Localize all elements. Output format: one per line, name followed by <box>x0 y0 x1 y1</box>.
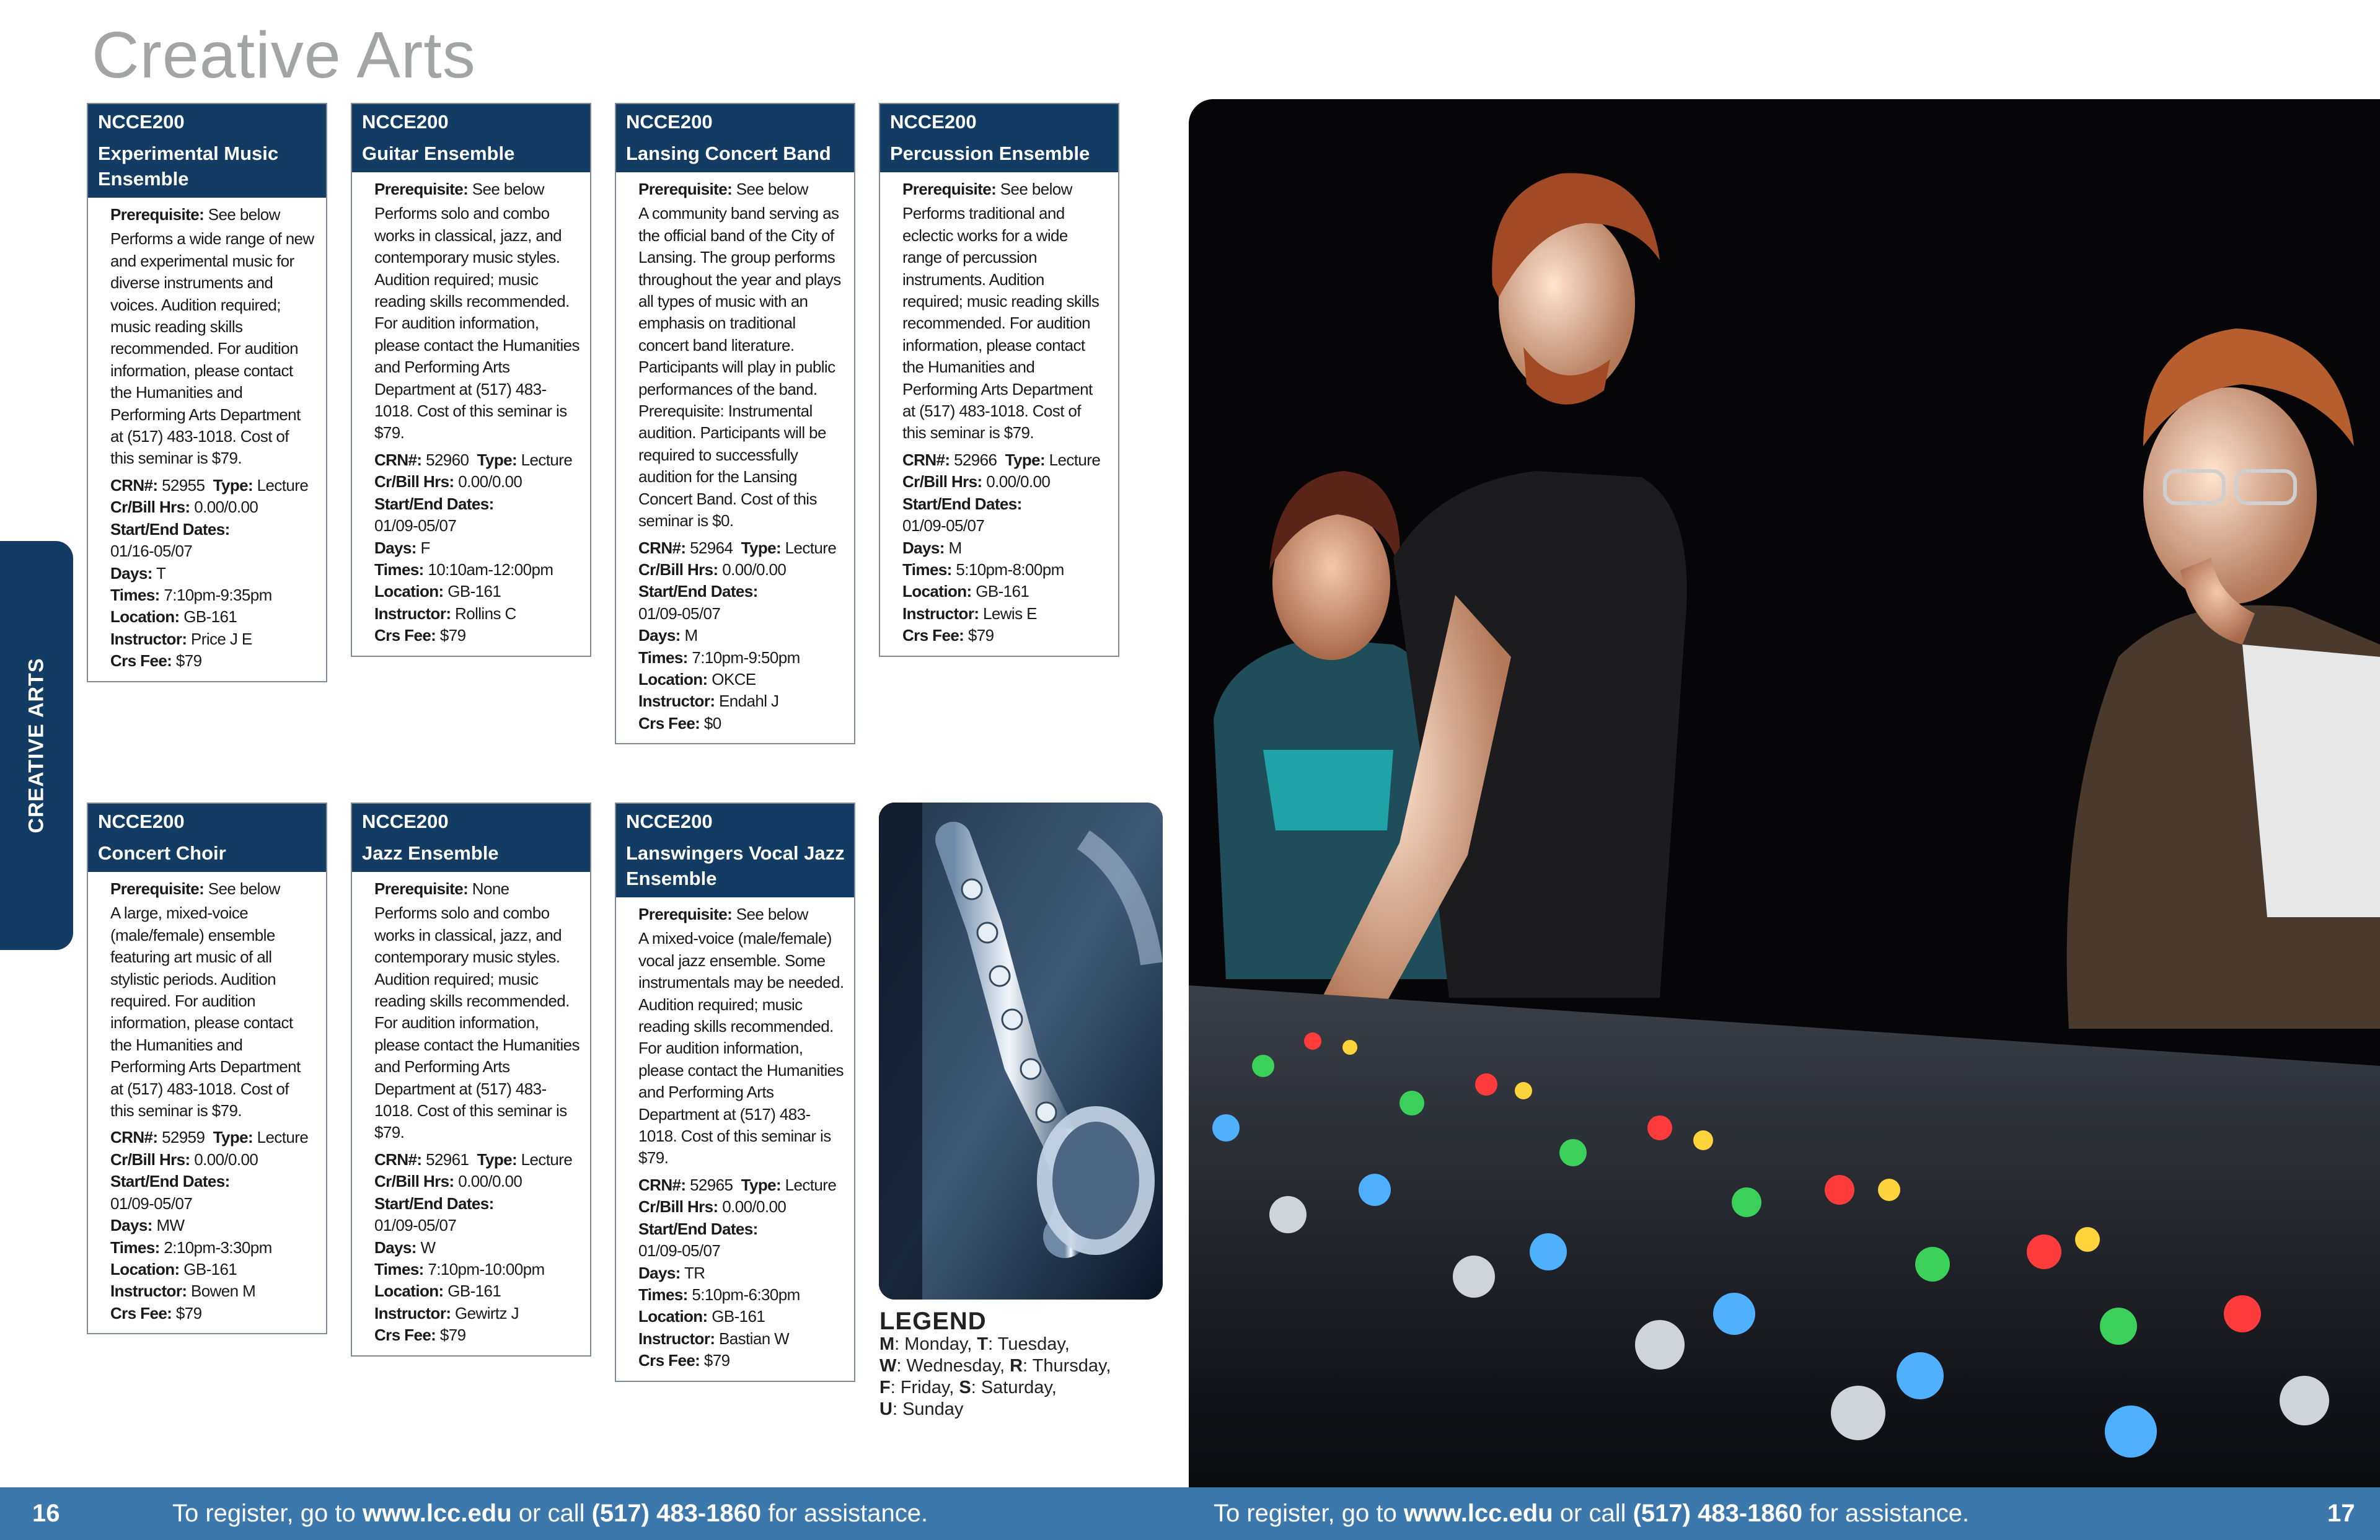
course-title: Guitar Ensemble <box>362 143 515 164</box>
credit-hours: Cr/Bill Hrs: 0.00/0.00 <box>638 560 787 579</box>
prereq-label: Prerequisite: <box>374 879 469 898</box>
prereq-label: Prerequisite: <box>638 905 733 923</box>
type-value: Lecture <box>517 1150 573 1169</box>
times: Times: 7:10pm-10:00pm <box>374 1259 545 1278</box>
course-details <box>880 172 1118 656</box>
course-fee: Crs Fee: $79 <box>638 1351 730 1370</box>
course-title: Concert Choir <box>98 842 226 864</box>
type-value: Lecture <box>781 1175 837 1194</box>
times: Times: 2:10pm-3:30pm <box>110 1238 272 1257</box>
legend <box>879 1309 1111 1420</box>
course-details <box>88 198 326 681</box>
course-code: NCCE200 <box>98 811 185 832</box>
prerequisite: Prerequisite: See below <box>110 879 280 898</box>
crn-value: 52960 <box>421 450 469 469</box>
course-code: NCCE200 <box>626 811 713 832</box>
page-number-left: 16 <box>32 1500 60 1527</box>
course-card <box>615 803 855 1382</box>
days: Days: W <box>374 1238 436 1257</box>
crn-value: 52955 <box>157 475 205 495</box>
location: Location: GB-161 <box>110 607 237 627</box>
course-code: NCCE200 <box>362 111 449 133</box>
instructor: Instructor: Rollins C <box>374 604 516 623</box>
website-link[interactable]: www.lcc.edu <box>362 1500 512 1527</box>
crn-type-row: CRN#: 52966 Type: Lecture <box>902 450 1101 469</box>
footer-bar <box>0 1487 2380 1540</box>
course-fee: Crs Fee: $79 <box>902 626 994 645</box>
crn-type-row: CRN#: 52955 Type: Lecture <box>110 475 309 495</box>
type-value: Lecture <box>1045 450 1101 469</box>
location: Location: GB-161 <box>638 1307 765 1326</box>
location: Location: GB-161 <box>374 582 501 601</box>
times: Times: 10:10am-12:00pm <box>374 560 553 579</box>
type-value: Lecture <box>517 450 573 469</box>
course-title: Lansing Concert Band <box>626 143 831 164</box>
legend-line: F: Friday, S: Saturday, <box>879 1378 1057 1397</box>
credit-hours: Cr/Bill Hrs: 0.00/0.00 <box>374 472 522 491</box>
course-description: Performs solo and combo works in classical, jazz, and contemporary music styles. Audition required; music reading skills recommended. For audition information, please contact the Humanities and Performing Arts Department at (517) 483-1018. Cost of this seminar is $79. <box>374 904 580 1142</box>
prerequisite: Prerequisite: See below <box>638 180 808 198</box>
dates-label: Start/End Dates: <box>110 1172 230 1191</box>
location: Location: GB-161 <box>110 1259 237 1278</box>
dates-value: 01/09-05/07 <box>110 1194 193 1213</box>
course-details <box>88 872 326 1333</box>
course-header <box>616 104 854 172</box>
phone-number: (517) 483-1860 <box>1633 1500 1803 1527</box>
course-title: Lanswingers Vocal Jazz Ensemble <box>626 842 845 889</box>
dates-label: Start/End Dates: <box>902 494 1022 513</box>
times: Times: 5:10pm-8:00pm <box>902 560 1064 579</box>
course-card <box>615 103 855 744</box>
page-title: Creative Arts <box>92 19 476 92</box>
course-card <box>879 103 1119 657</box>
course-fee: Crs Fee: $79 <box>374 626 466 645</box>
course-header <box>616 804 854 897</box>
times: Times: 7:10pm-9:35pm <box>110 585 272 604</box>
course-fee: Crs Fee: $79 <box>374 1326 466 1345</box>
course-fee: Crs Fee: $79 <box>110 651 202 671</box>
course-fee: Crs Fee: $79 <box>110 1303 202 1322</box>
legend-line: U: Sunday <box>879 1399 964 1419</box>
dates-value: 01/09-05/07 <box>638 604 721 623</box>
days: Days: M <box>902 538 962 557</box>
course-header <box>88 804 326 872</box>
saxophone-illustration <box>879 803 1163 1300</box>
musicians-mixing-console-photo <box>1189 99 2380 1487</box>
type-value: Lecture <box>781 538 837 557</box>
course-description: A large, mixed-voice (male/female) ensemble featuring art music of all stylistic periods. Audition required. For audition information, please contact the Humanities and Performing Arts Department at (517) 483-1018. Cost of this seminar is $79. <box>110 904 301 1120</box>
crn-value: 52965 <box>685 1175 733 1194</box>
dates-value: 01/16-05/07 <box>110 542 193 561</box>
crn-value: 52964 <box>685 538 733 557</box>
crn-type-row: CRN#: 52964 Type: Lecture <box>638 538 837 557</box>
prerequisite: Prerequisite: None <box>374 879 509 898</box>
dates-label: Start/End Dates: <box>638 1219 758 1238</box>
instructor: Instructor: Bowen M <box>110 1282 256 1301</box>
crn-value: 52959 <box>157 1128 205 1147</box>
course-title: Experimental Music Ensemble <box>98 143 279 190</box>
mixing-console-illustration <box>1189 99 2380 1487</box>
course-header <box>352 804 590 872</box>
days: Days: T <box>110 563 166 583</box>
course-description: Performs solo and combo works in classical, jazz, and contemporary music styles. Audition required; music reading skills recommended. For audition information, please contact the Humanities and Performing Arts Department at (517) 483-1018. Cost of this seminar is $79. <box>374 204 580 442</box>
prerequisite: Prerequisite: See below <box>638 905 808 923</box>
prerequisite: Prerequisite: See below <box>902 180 1072 198</box>
days: Days: F <box>374 538 430 557</box>
dates-label: Start/End Dates: <box>638 582 758 601</box>
course-card <box>87 803 327 1334</box>
course-header <box>352 104 590 172</box>
course-fee: Crs Fee: $0 <box>638 713 721 733</box>
days: Days: MW <box>110 1216 185 1235</box>
prereq-label: Prerequisite: <box>374 180 469 198</box>
location: Location: GB-161 <box>374 1282 501 1301</box>
instructor: Instructor: Endahl J <box>638 692 779 711</box>
phone-number: (517) 483-1860 <box>591 1500 762 1527</box>
crn-type-row: CRN#: 52960 Type: Lecture <box>374 450 573 469</box>
crn-type-row: CRN#: 52961 Type: Lecture <box>374 1150 573 1169</box>
course-card <box>87 103 327 682</box>
days: Days: M <box>638 626 698 645</box>
dates-value: 01/09-05/07 <box>374 516 457 535</box>
prerequisite: Prerequisite: See below <box>374 180 544 198</box>
side-tab-label: CREATIVE ARTS <box>24 658 48 834</box>
prereq-label: Prerequisite: <box>902 180 997 198</box>
credit-hours: Cr/Bill Hrs: 0.00/0.00 <box>374 1172 522 1191</box>
course-description: Performs traditional and eclectic works for a wide range of percussion instruments. Audition required; music reading skills recommended. For audition information, please contact the Humanities and Performing Arts Department at (517) 483-1018. Cost of this seminar is $79. <box>902 204 1100 442</box>
course-title: Jazz Ensemble <box>362 842 499 864</box>
course-header <box>880 104 1118 172</box>
credit-hours: Cr/Bill Hrs: 0.00/0.00 <box>110 498 258 517</box>
dates-label: Start/End Dates: <box>110 519 230 539</box>
legend-title: LEGEND <box>879 1308 987 1335</box>
prereq-label: Prerequisite: <box>638 180 733 198</box>
dates-value: 01/09-05/07 <box>638 1241 721 1261</box>
type-value: Lecture <box>253 475 309 495</box>
prereq-label: Prerequisite: <box>110 205 205 224</box>
type-value: Lecture <box>253 1128 309 1147</box>
credit-hours: Cr/Bill Hrs: 0.00/0.00 <box>902 472 1051 491</box>
course-description: A mixed-voice (male/female) vocal jazz ensemble. Some instrumentals may be needed. Audition required; music reading skills recommended. For audition information, please contact the Humanities and Performing Arts Department at (517) 483-1018. Cost of this seminar is $79. <box>638 929 844 1168</box>
dates-label: Start/End Dates: <box>374 494 494 513</box>
location: Location: GB-161 <box>902 582 1029 601</box>
course-description: Performs a wide range of new and experimental music for diverse instruments and voices. Audition required; music reading skills recommended. For audition information, please contact the Humanities and Performing Arts Department at (517) 483-1018. Cost of this seminar is $79. <box>110 229 314 468</box>
course-details <box>616 172 854 743</box>
dates-value: 01/09-05/07 <box>902 516 985 535</box>
course-description: A community band serving as the official band of the City of Lansing. The group performs throughout the year and plays all types of music with an emphasis on traditional concert band literature. Participants will play in public performances of the band. Prerequisite: Instrumental audition. Participants will be required to successfully audition for the Lansing Concert Band. Cost of this seminar is $0. <box>638 204 841 530</box>
credit-hours: Cr/Bill Hrs: 0.00/0.00 <box>110 1150 258 1169</box>
instructor: Instructor: Lewis E <box>902 604 1037 623</box>
page-number-right: 17 <box>2327 1500 2355 1527</box>
course-details <box>352 172 590 656</box>
website-link[interactable]: www.lcc.edu <box>1403 1500 1553 1527</box>
legend-line: M: Monday, T: Tuesday, <box>879 1334 1070 1354</box>
crn-value: 52961 <box>421 1150 469 1169</box>
register-text-right: To register, go to www.lcc.edu or call (517) 483-1860 for assistance. <box>1214 1500 1970 1527</box>
course-card <box>351 103 591 657</box>
times: Times: 7:10pm-9:50pm <box>638 648 800 667</box>
instructor: Instructor: Price J E <box>110 629 252 648</box>
crn-type-row: CRN#: 52959 Type: Lecture <box>110 1128 309 1147</box>
saxophone-photo <box>879 803 1163 1300</box>
prerequisite: Prerequisite: See below <box>110 205 280 224</box>
prereq-label: Prerequisite: <box>110 879 205 898</box>
course-code: NCCE200 <box>362 811 449 832</box>
times: Times: 5:10pm-6:30pm <box>638 1285 800 1304</box>
credit-hours: Cr/Bill Hrs: 0.00/0.00 <box>638 1197 787 1217</box>
course-card <box>351 803 591 1357</box>
crn-value: 52966 <box>950 450 997 469</box>
legend-line: W: Wednesday, R: Thursday, <box>879 1356 1111 1376</box>
instructor: Instructor: Bastian W <box>638 1329 790 1348</box>
course-details <box>616 897 854 1381</box>
course-code: NCCE200 <box>626 111 713 133</box>
location: Location: OKCE <box>638 669 756 689</box>
course-header <box>88 104 326 198</box>
days: Days: TR <box>638 1263 705 1282</box>
register-text-left: To register, go to www.lcc.edu or call (517) 483-1860 for assistance. <box>172 1500 928 1527</box>
course-title: Percussion Ensemble <box>890 143 1090 164</box>
course-code: NCCE200 <box>98 111 185 133</box>
course-code: NCCE200 <box>890 111 977 133</box>
dates-value: 01/09-05/07 <box>374 1216 457 1235</box>
dates-label: Start/End Dates: <box>374 1194 494 1213</box>
instructor: Instructor: Gewirtz J <box>374 1303 519 1322</box>
course-details <box>352 872 590 1355</box>
side-tab-left <box>0 541 73 950</box>
crn-type-row: CRN#: 52965 Type: Lecture <box>638 1175 837 1194</box>
